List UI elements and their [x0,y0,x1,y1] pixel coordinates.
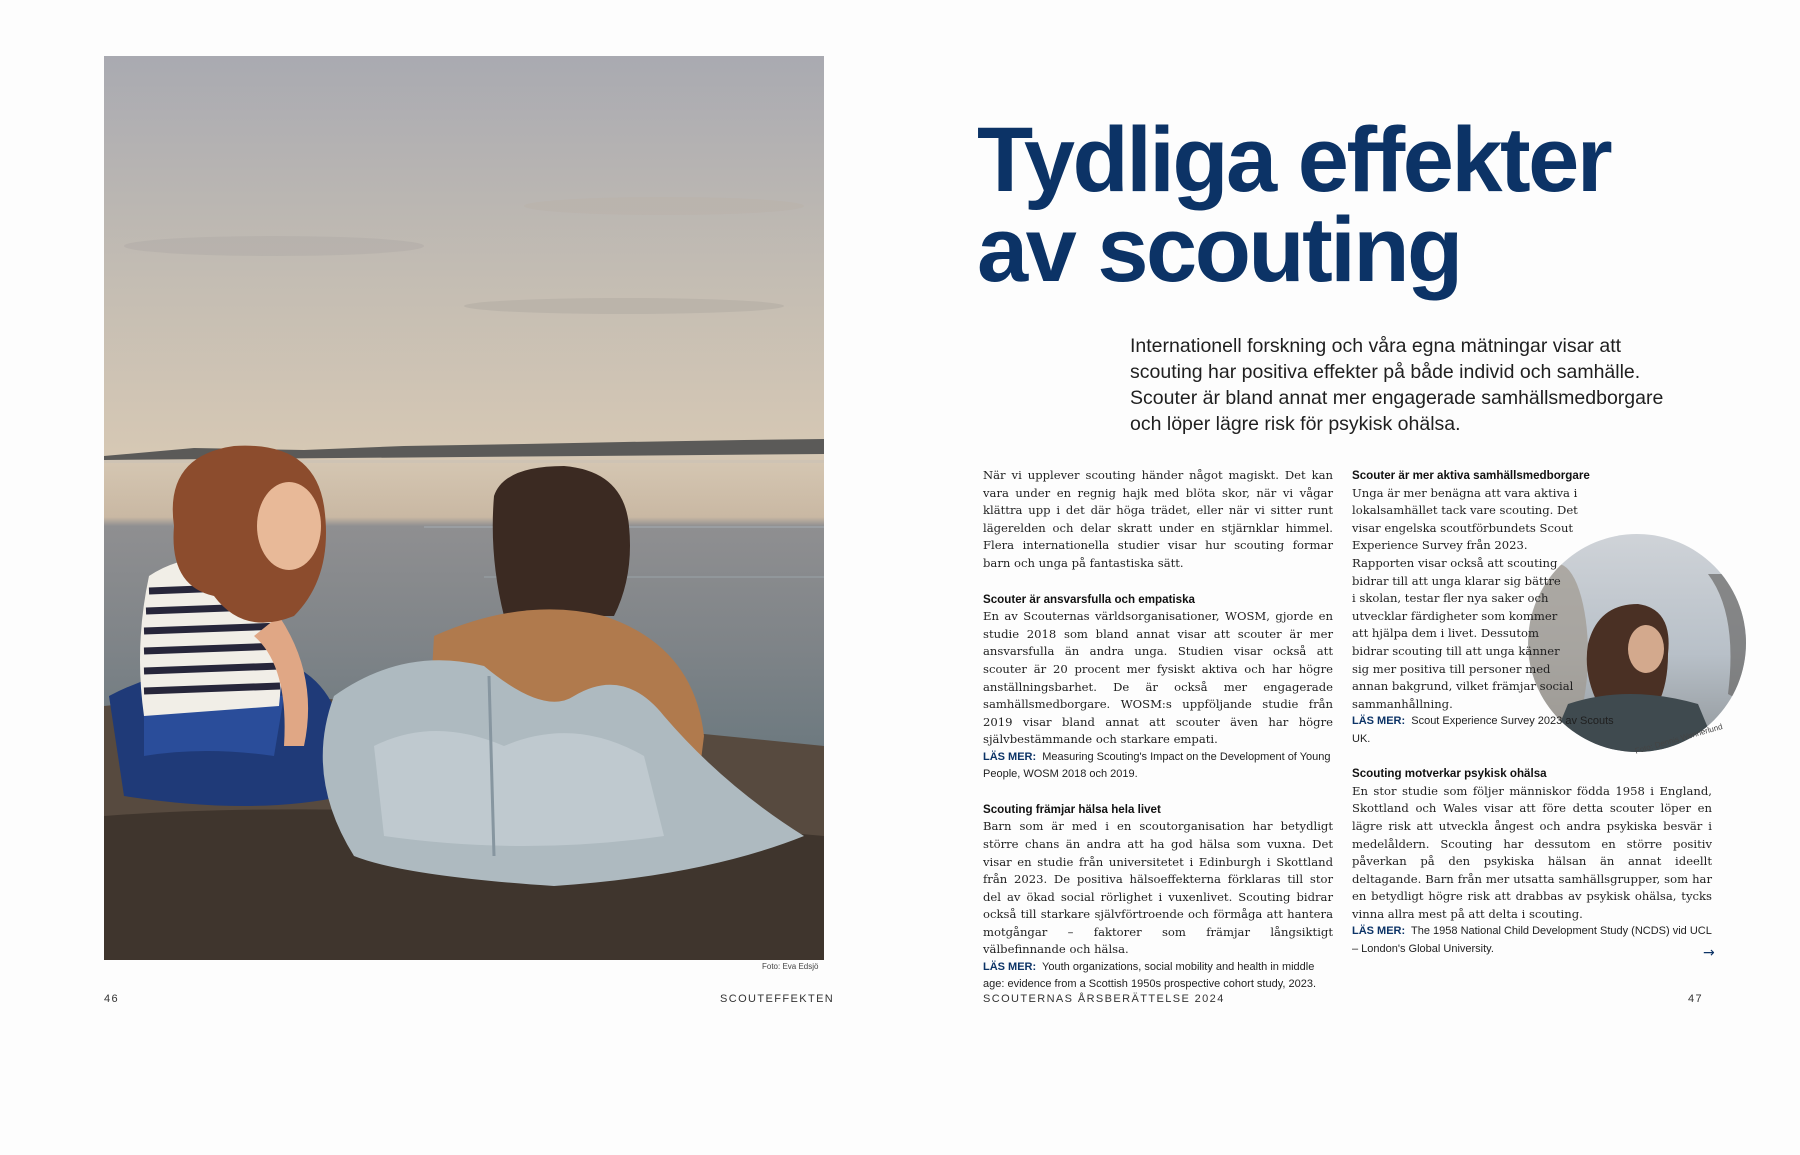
continue-arrow-icon: → [1703,945,1715,961]
text-column-2 [1352,467,1712,958]
read-more-reference: The 1958 National Child Development Study (NCDS) vid UCL – London's Global University. [1352,925,1712,955]
page-number-right: 47 [1688,993,1704,1005]
page-title-line-1: Tydliga effekter [977,109,1611,211]
section-health [983,801,1333,994]
read-more-label: LÄS MER: [1352,715,1406,728]
read-more-reference: Youth organizations, social mobility and health in middle age: evidence from a Scottish 1950s prospective cohort study, 2023. [983,961,1317,991]
read-more [1352,923,1712,958]
ingress: Internationell forskning och våra egna mätningar visar att scouting har positiva effekter på både individ och samhälle. Scouter är bland annat mer engagerade samhällsmedborgare och löper lägre risk för psykisk ohälsa. [1130,335,1664,435]
hero-photo [104,56,824,960]
section-heading: Scouter är mer aktiva samhällsmedborgare [1352,469,1590,482]
read-more-label: LÄS MER: [1352,925,1406,938]
section-heading: Scouter är ansvarsfulla och empatiska [983,592,1195,606]
section-body: En av Scouternas världsorganisationer, WOSM, gjorde en studie 2018 som bland annat visar att scouter är mer ansvarsfulla än andra unga. Studien visar också att scouter är 20 procent mer fysiskt aktiva och har högre anställningsbarhet. De är också mer engagerade samhällsmedborgare. WOSM:s uppföljande studie från 2019 visar bland annat att scouter även har högre självbestämmande och starkare empati. [983,609,1333,747]
read-more [983,749,1333,784]
section-mental-health [1352,765,1712,958]
read-more-label: LÄS MER: [983,750,1037,763]
section-heading: Scouting motverkar psykisk ohälsa [1352,767,1547,781]
section-body: Unga är mer benägna att vara aktiva i lokalsamhället tack vare scouting. Det visar engelska scoutförbundets Scout Experience Survey från 2023. Rapporten visar också att scouting bidrar till att unga klarar sig bättre i skolan, testar fler nya saker och utvecklar färdigheter som kommer att hjälpa dem i livet. Dessutom bidrar scouting till att unga känner sig mer positiva till personer med annan bakgrund, vilket främjar social sammanhållning. [1352,485,1578,711]
section-civic-engagement [1352,467,1712,748]
section-responsible-empathetic [983,591,1333,784]
page-title-line-2: av scouting [977,199,1461,301]
photo-credit: Foto: Eva Edsjö [762,962,819,971]
read-more-reference: Measuring Scouting's Impact on the Development of Young People, WOSM 2018 och 2019. [983,750,1331,781]
running-footer-left: SCOUTEFFEKTEN [720,993,835,1005]
text-column-1 [983,467,1333,994]
photo-icon [104,56,824,960]
intro-paragraph: När vi upplever scouting händer något magiskt. Det kan vara under en regnig hajk med blöta skor, när vi vågar klättra upp i det där höga trädet, eller när vi sitter runt lägerelden och delar skratt under en stjärnklar himmel. Flera internationella studier visar hur scouting formar barn och unga på fantastiska sätt. [983,468,1333,570]
page-number-left: 46 [104,993,120,1005]
portrait-photo-credit: Foto: Dennis Wennerlund [1634,722,1724,756]
read-more-label: LÄS MER: [983,961,1037,974]
section-heading: Scouting främjar hälsa hela livet [983,802,1161,816]
read-more [983,959,1333,994]
read-more-reference: Scout Experience Survey 2023 av Scouts UK. [1352,715,1614,745]
page-title [977,109,1737,301]
section-body: En stor studie som följer människor födda 1958 i England, Skottland och Wales visar att före detta scouter löper en lägre risk att utveckla ångest och andra psykiska besvär i medelåldern. Scouting har dessutom en större positiv påverkan på den psykiska hälsan än annat ideellt deltagande. Barn från mer utsatta samhällsgrupper, som har en betydligt högre risk att drabbas av psykisk ohälsa, tycks vinna allra mest på att delta i scouting. [1352,783,1712,921]
section-body: Barn som är med i en scoutorganisation har betydligt större chans än andra att ha god hälsa som vuxna. Det visar en studie från universitetet i Edinburgh i Skottland från 2023. De positiva hälsoeffekterna förklaras till stor del av ökad social rörlighet i vuxenlivet. Scouting bidrar också till starkare självförtroende och förmåga att hantera motgångar – faktorer som främjar långsiktigt välbefinnande och hälsa. [983,819,1333,957]
running-footer-right: SCOUTERNAS ÅRSBERÄTTELSE 2024 [983,993,1225,1005]
